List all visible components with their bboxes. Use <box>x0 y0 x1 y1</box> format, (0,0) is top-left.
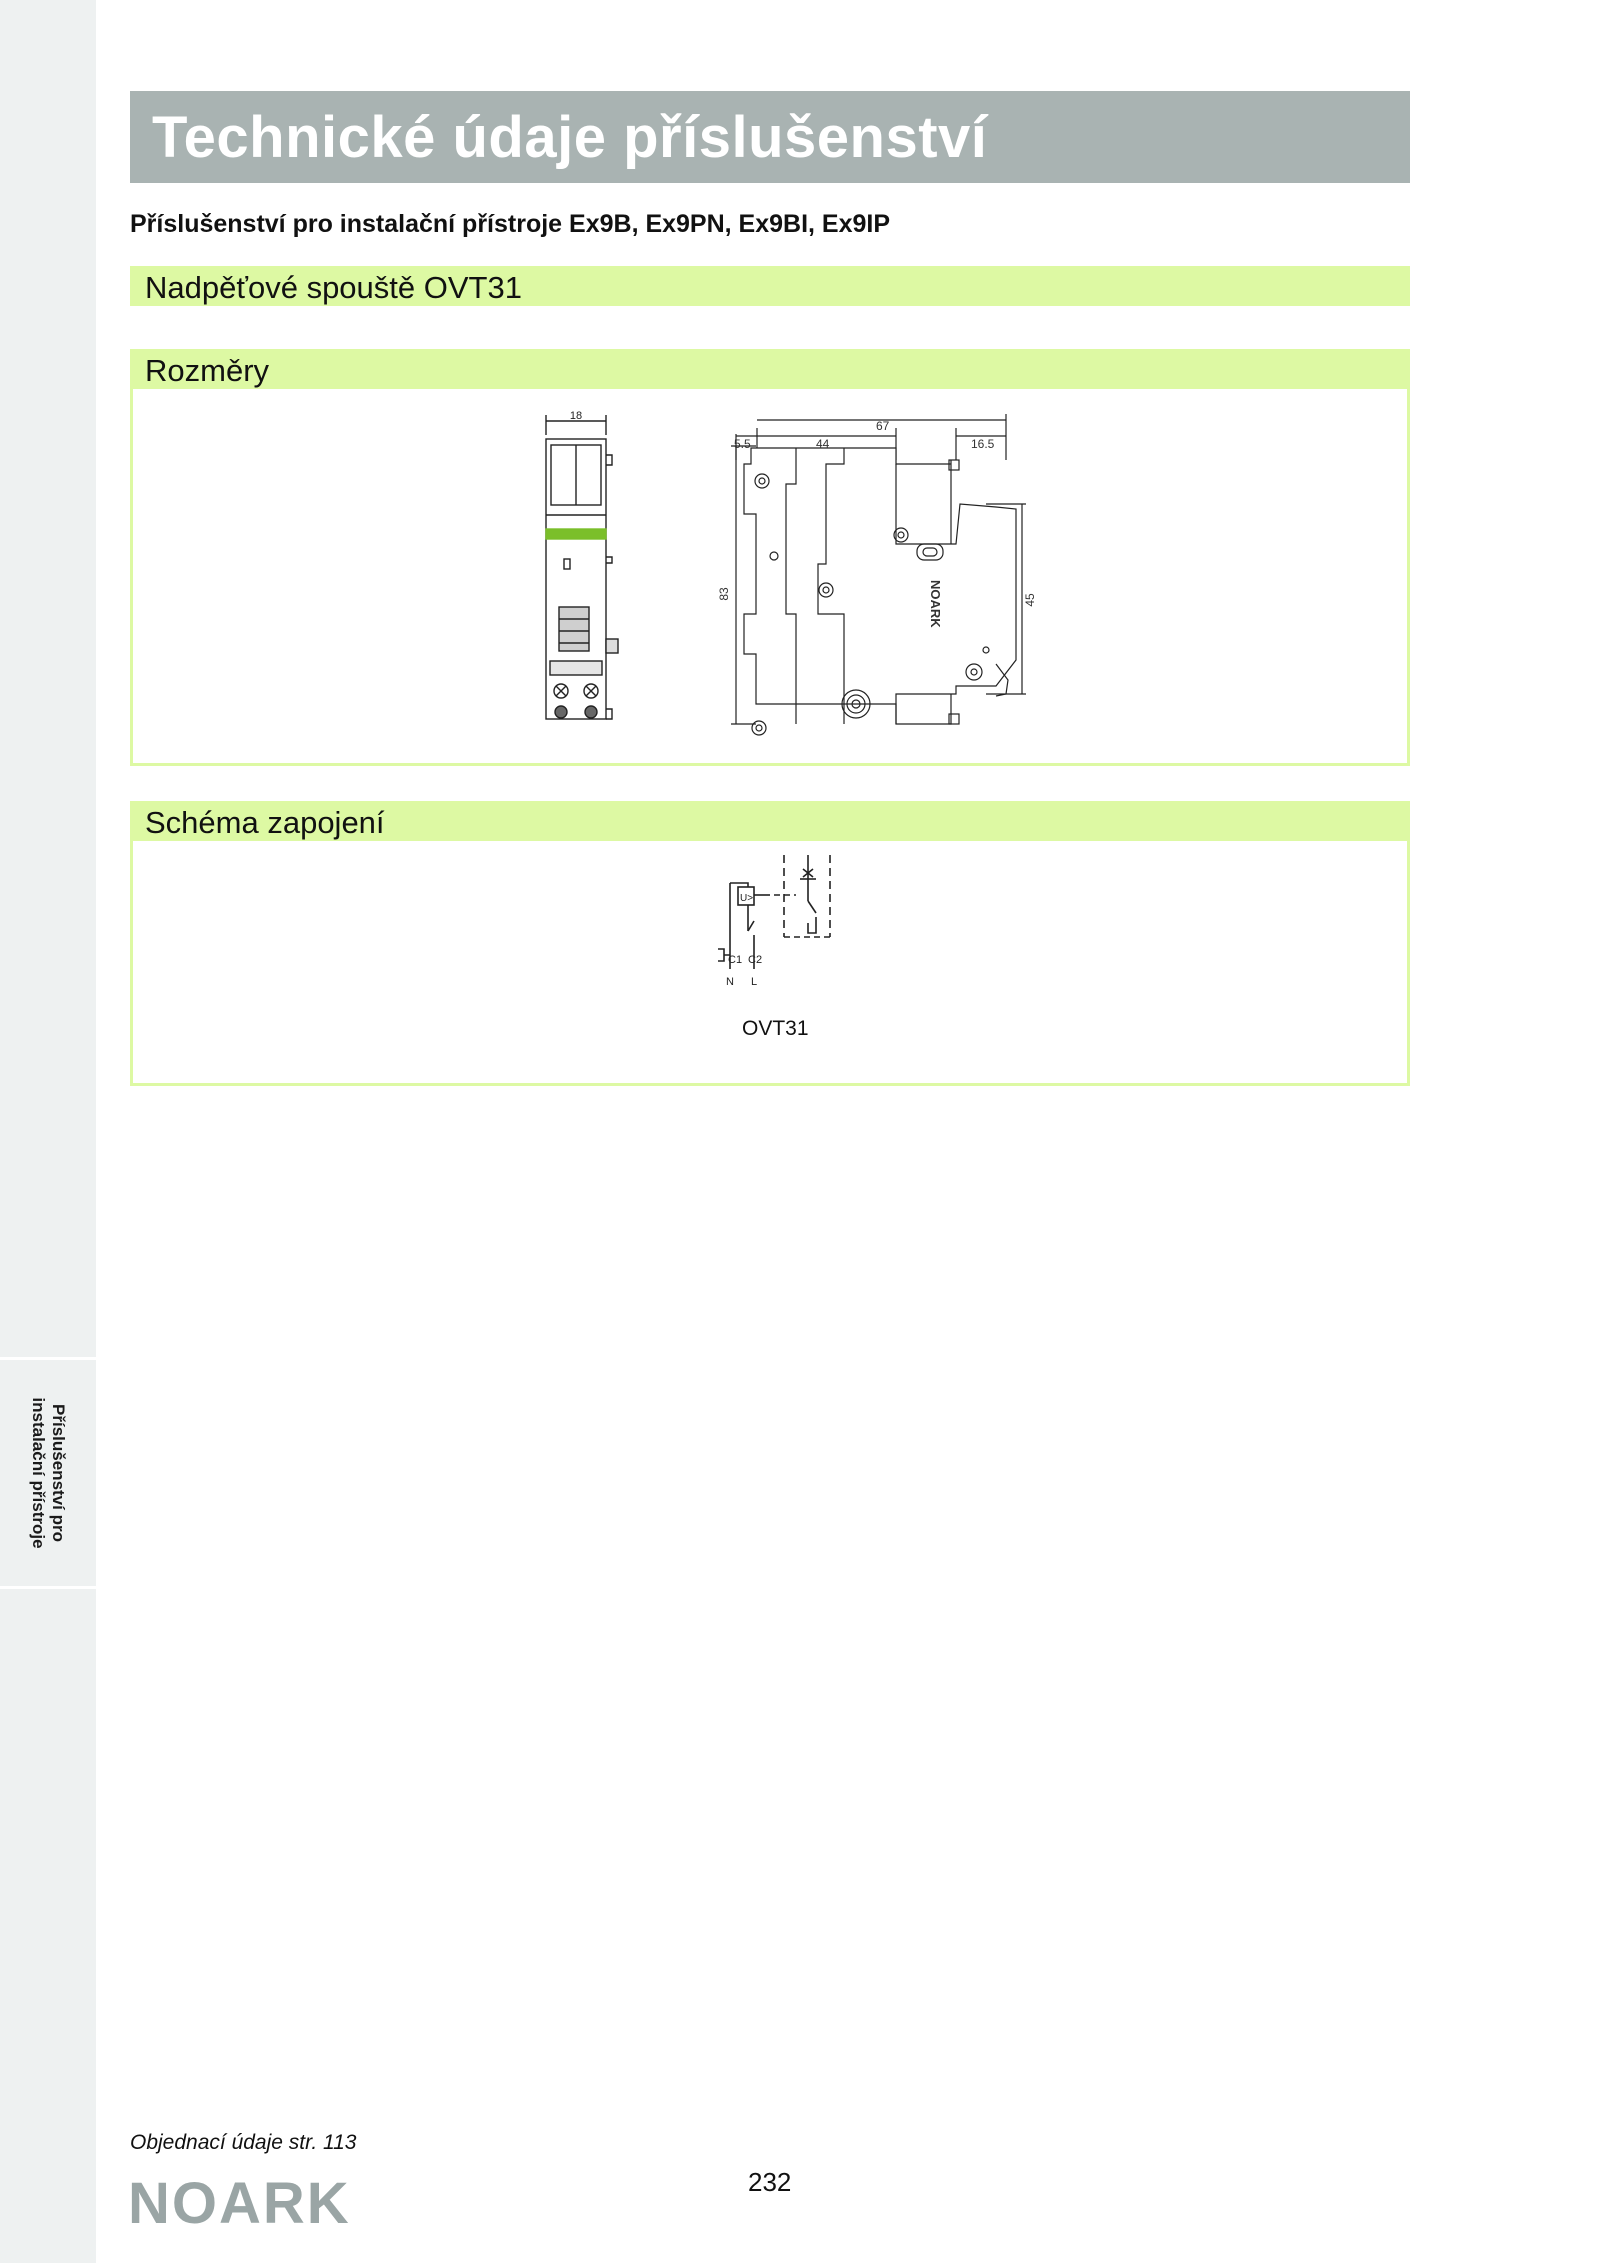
dimensions-heading: Rozměry <box>145 353 270 388</box>
sidebar-tab-label: Příslušenství pro instalační přístroje <box>29 1397 68 1549</box>
product-heading-bar <box>130 266 1410 306</box>
height-label: 83 <box>717 587 731 601</box>
left-offset-label: 5.5 <box>734 437 751 451</box>
wiring-panel-body <box>133 841 1407 1083</box>
right-width-label: 16.5 <box>971 437 995 451</box>
c1-label: C1 <box>728 954 743 966</box>
brand-logo-text: NOARK <box>128 2176 351 2230</box>
dimensions-heading-bar <box>130 349 1410 389</box>
c2-label: C2 <box>748 954 763 966</box>
front-view-drawing <box>536 409 626 729</box>
order-reference: Objednací údaje str. 113 <box>130 2131 357 2154</box>
page-subtitle: Příslušenství pro instalační přístroje Ex9B, Ex9PN, Ex9BI, Ex9IP <box>130 210 891 238</box>
product-heading: Nadpěťové spouště OVT31 <box>145 270 522 305</box>
handle-height-label: 45 <box>1023 593 1037 607</box>
page-title: Technické údaje příslušenství <box>152 105 988 170</box>
wiring-heading: Schéma zapojení <box>145 805 385 840</box>
wiring-diagram <box>700 851 900 1001</box>
sidebar-strip <box>0 0 96 2263</box>
front-width-label: 18 <box>569 410 583 422</box>
brand-mark: NOARK <box>928 580 943 628</box>
l-label: L <box>751 976 758 988</box>
wiring-heading-bar <box>130 801 1410 841</box>
brand-logo <box>128 2176 392 2230</box>
n-label: N <box>726 976 734 988</box>
dimensions-panel-body <box>133 389 1407 763</box>
wiring-caption: OVT31 <box>742 1017 809 1040</box>
page-title-bar <box>130 91 1410 183</box>
sidebar-tab[interactable] <box>0 1357 96 1589</box>
total-width-label: 67 <box>876 419 890 433</box>
side-view-drawing <box>716 404 1156 744</box>
middle-width-label: 44 <box>816 437 830 451</box>
wiring-panel <box>130 801 1410 1086</box>
dimensions-panel <box>130 349 1410 766</box>
relay-label: U> <box>740 893 754 904</box>
page-number: 232 <box>748 2167 792 2197</box>
